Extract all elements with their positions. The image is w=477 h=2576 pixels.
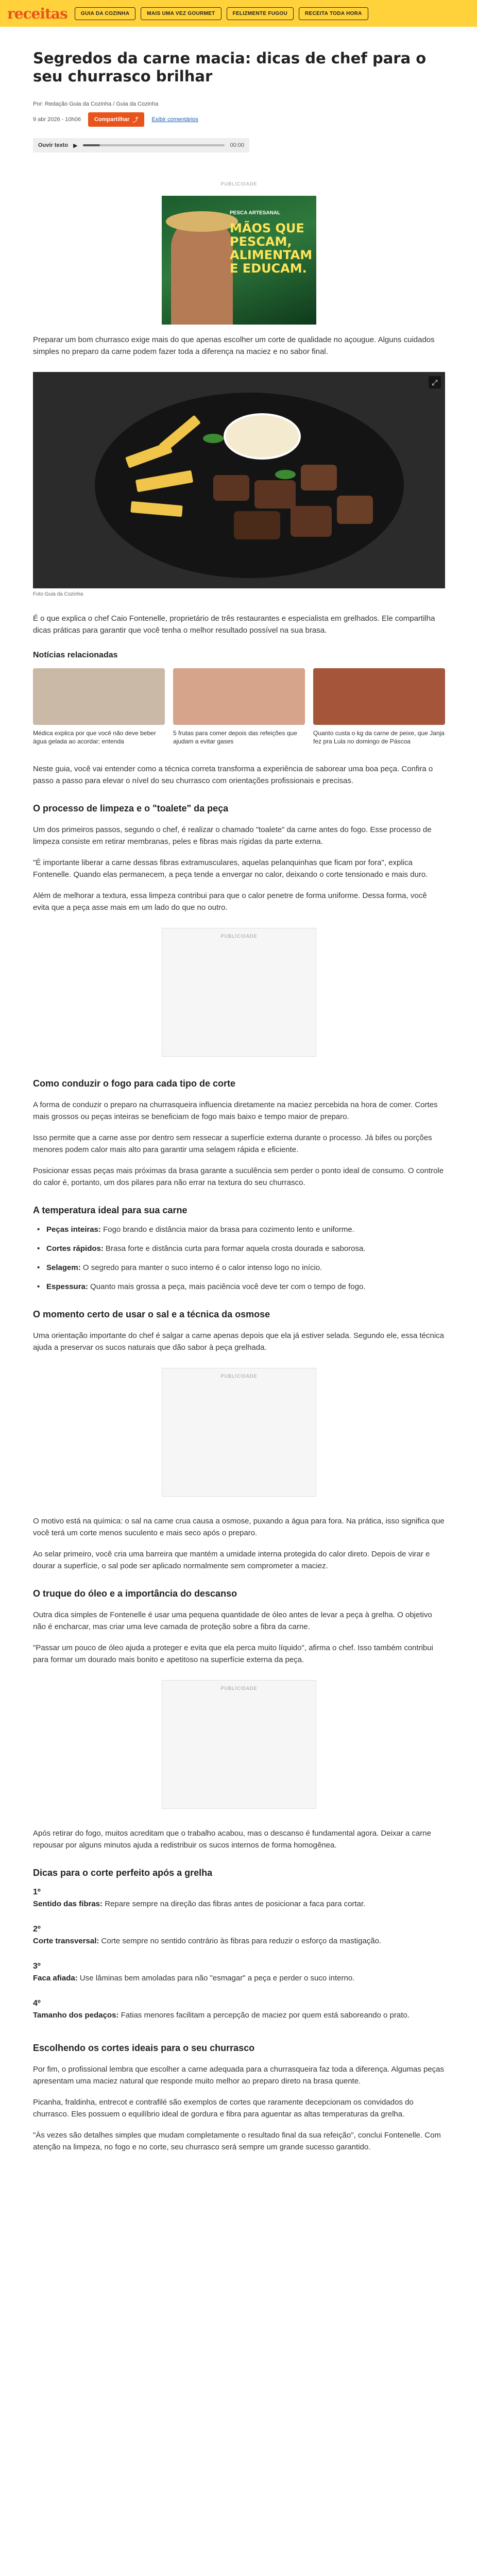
- share-label: Compartilhar: [94, 116, 130, 123]
- list-item: [33, 1243, 445, 1255]
- herb-garnish: [203, 434, 224, 443]
- meat-piece: [337, 496, 373, 524]
- paragraph: O motivo está na química: o sal na carne crua causa a osmose, puxando a água para fora. Na prática, isso significa que você terá um corte menos suculento e mais seco após o preparo.: [33, 1517, 445, 1537]
- ad-slot[interactable]: [162, 1368, 316, 1497]
- step-item: [33, 1923, 445, 1947]
- paragraph: Por fim, o profissional lembra que escolher a carne adequada para a churrasqueira faz toda a diferença. Algumas peças apresentam uma maciez natural que responde muito melhor ao preparo direto na brasa quente.: [33, 2065, 444, 2086]
- ad-label: PUBLICIDADE: [220, 181, 258, 187]
- related-title: Médica explica por que você não deve beber água gelada ao acordar; entenda: [33, 730, 156, 745]
- step-label: Tamanho dos pedaços:: [33, 2011, 119, 2020]
- article-title: Segredos da carne macia: dicas de chef para o seu churrasco brilhar: [33, 49, 427, 85]
- paragraph: Picanha, fraldinha, entrecot e contrafilé são exemplos de cortes que raramente decepcionam os convidados do churrasco. Eles possuem o equilíbrio ideal de gordura e fibra para aguentar as altas temperaturas da grelha.: [33, 2098, 414, 2119]
- paragraph-chef: É o que explica o chef Caio Fontenelle, proprietário de três restaurantes e especialista em grelhados. Ele compartilha dicas práticas para garantir que você tenha o melhor resultado possível na sua brasa.: [33, 614, 435, 635]
- top-nav: [75, 7, 368, 20]
- meat-piece: [291, 506, 332, 537]
- step-number: 2º: [33, 1925, 41, 1934]
- paragraph: Uma orientação importante do chef é salgar a carne apenas depois que ela já estiver selada. Segundo ele, essa técnica ajuda a preservar os sucos naturais que dão sabor à peça grelhada.: [33, 1331, 445, 1352]
- sauce-bowl-image: [224, 413, 301, 460]
- ad-label: PUBLICIDADE: [220, 1374, 258, 1379]
- step-label: Faca afiada:: [33, 1974, 78, 1982]
- herb-garnish: [275, 470, 296, 479]
- meta-row: [33, 112, 445, 127]
- heading-fire: Como conduzir o fogo para cada tipo de corte: [33, 1078, 236, 1089]
- nav-mais-gourmet[interactable]: MAIS UMA VEZ GOURMET: [141, 7, 221, 20]
- ad-label: PUBLICIDADE: [220, 1686, 258, 1691]
- audio-progress-fill: [83, 144, 100, 146]
- related-image: [313, 668, 445, 725]
- audio-time: 00:00: [230, 142, 244, 148]
- tip-text: Fogo brando e distância maior da brasa para cozimento lento e uniforme.: [100, 1225, 354, 1234]
- step-number: 1º: [33, 1888, 41, 1896]
- paragraph: "É importante liberar a carne dessas fibras extramusculares, aquelas pelanquinhas que ficam por fora", explica Fontenelle. Quando elas permanecem, a peça tende a envergar no calor, deixando o corte tensionado e mais duro.: [33, 858, 428, 879]
- related-title: Quanto custa o kg da carne de peixe, que Janja fez pra Lula no domingo de Páscoa: [313, 730, 445, 745]
- comments-link[interactable]: Exibir comentários: [151, 116, 198, 123]
- ad-slot[interactable]: [162, 1680, 316, 1809]
- heading-choose: Escolhendo os cortes ideais para o seu churrasco: [33, 2043, 255, 2053]
- paragraph: Outra dica simples de Fontenelle é usar uma pequena quantidade de óleo antes de levar a peça à grelha. O objetivo não é encharcar, mas criar uma leve camada de proteção sobre a fibra da carne.: [33, 1611, 432, 1631]
- audio-label: Ouvir texto: [38, 142, 69, 148]
- related-title: 5 frutas para comer depois das refeições que ajudam a evitar gases: [173, 730, 297, 745]
- nav-guia-da-cozinha[interactable]: GUIA DA COZINHA: [75, 7, 135, 20]
- paragraph: Posicionar essas peças mais próximas da brasa garante a suculência sem perder o ponto ideal de consumo. O controle do calor é, portanto, um dos pilares para não errar na textura do seu churrasco.: [33, 1166, 444, 1187]
- promo-headline: MÃOS QUE PESCAM, ALIMENTAM E EDUCAM.: [230, 221, 313, 276]
- paragraph-guide: Neste guia, você vai entender como a técnica correta transforma a experiência de saborear uma boa peça. Confira o passo a passo para elevar o nível do seu churrasco com orientações profissionais e precisas.: [33, 765, 433, 785]
- step-text: Repare sempre na direção das fibras antes de posicionar a faca para cortar.: [103, 1900, 366, 1908]
- list-item: [33, 1262, 445, 1274]
- paragraph: "Passar um pouco de óleo ajuda a proteger e evita que ela perca muito líquido", afirma o chef. Isso também contribui para formar um dourado mais bonito e apetitoso na superfície externa da peça.: [33, 1643, 433, 1664]
- heading-oil: O truque do óleo e a importância do descanso: [33, 1588, 237, 1599]
- paragraph: Após retirar do fogo, muitos acreditam que o trabalho acabou, mas o descanso é fundamental agora. Deixar a carne repousar por alguns minutos ajuda a redistribuir os sucos internos de forma homogênea.: [33, 1829, 431, 1850]
- tips-list: [33, 1224, 445, 1293]
- related-image: [33, 668, 165, 725]
- step-label: Corte transversal:: [33, 1937, 99, 1945]
- step-text: Use lâminas bem amoladas para não "esmagar" a peça e perder o suco interno.: [77, 1974, 355, 1982]
- ad-slot[interactable]: [162, 928, 316, 1057]
- expand-icon[interactable]: ⤢: [429, 376, 441, 388]
- step-text: Fatias menores facilitam a percepção de maciez por quem está saboreando o prato.: [118, 2011, 410, 2020]
- publish-date: 9 abr 2026 - 10h06: [33, 116, 81, 123]
- meat-piece: [234, 511, 280, 539]
- promo-person-image: [171, 216, 233, 325]
- step-label: Sentido das fibras:: [33, 1900, 103, 1908]
- paragraph: "Às vezes são detalhes simples que mudam completamente o resultado final da sua refeição", conclui Fontenelle. Com atenção na limpeza, no fogo e no corte, seu churrasco será sempre um grande sucesso garantido.: [33, 2131, 441, 2151]
- related-card[interactable]: [173, 668, 305, 745]
- list-item: [33, 1281, 445, 1293]
- tip-text: O segredo para manter o suco interno é o calor intenso logo no início.: [80, 1263, 322, 1272]
- promo-banner[interactable]: [162, 196, 316, 325]
- meat-piece: [301, 465, 337, 490]
- article: [33, 27, 445, 2153]
- tip-label: Peças inteiras:: [46, 1225, 101, 1234]
- heading-cleaning: O processo de limpeza e o "toalete" da peça: [33, 803, 229, 814]
- related-heading: Notícias relacionadas: [33, 651, 118, 659]
- heading-temperature: A temperatura ideal para sua carne: [33, 1205, 188, 1215]
- paragraph: Um dos primeiros passos, segundo o chef, é realizar o chamado "toalete" da carne antes do fogo. Esse processo de limpeza consiste em retirar membranas, peles e fibras mais rígidas da parte externa.: [33, 825, 432, 846]
- promo-small-text: PESCA ARTESANAL: [230, 210, 281, 216]
- paragraph: Isso permite que a carne asse por dentro sem ressecar a superfície externa durante o processo. Já bifes ou porções menores podem calor mais alto para garantir uma selagem rápida e eficiente.: [33, 1133, 432, 1154]
- ad-label: PUBLICIDADE: [220, 934, 258, 939]
- related-image: [173, 668, 305, 725]
- meat-piece: [213, 475, 249, 501]
- meat-piece: [254, 480, 296, 509]
- nav-felizmente-fugou[interactable]: FELIZMENTE FUGOU: [227, 7, 294, 20]
- heading-salt: O momento certo de usar o sal e a técnica da osmose: [33, 1309, 270, 1319]
- related-card[interactable]: [33, 668, 165, 745]
- nav-receita-toda-hora[interactable]: RECEITA TODA HORA: [299, 7, 368, 20]
- site-logo[interactable]: receitas: [7, 5, 67, 22]
- step-item: [33, 1960, 445, 1984]
- related-news: [33, 668, 445, 745]
- tip-text: Quanto mais grossa a peça, mais paciência você deve ter com o tempo de fogo.: [88, 1282, 366, 1291]
- step-number: 4º: [33, 1999, 41, 2008]
- audio-progress-bar[interactable]: [83, 144, 225, 146]
- photo-caption: Foto Guia da Cozinha: [33, 591, 83, 597]
- list-item: [33, 1224, 445, 1235]
- paragraph: Ao selar primeiro, você cria uma barreira que mantém a umidade interna protegida do calor direto. Depois de virar e dourar a superfície, o sal pode ser aplicado normalmente sem comprometer a maciez.: [33, 1550, 430, 1570]
- step-item: [33, 1997, 445, 2021]
- step-number: 3º: [33, 1962, 41, 1971]
- tip-text: Brasa forte e distância curta para formar aquela crosta dourada e saborosa.: [103, 1244, 366, 1253]
- related-card[interactable]: [313, 668, 445, 745]
- share-button[interactable]: [88, 112, 144, 127]
- share-icon: ⤴: [132, 117, 139, 123]
- tip-label: Selagem:: [46, 1263, 81, 1272]
- heading-cut: Dicas para o corte perfeito após a grelha: [33, 1868, 213, 1878]
- site-header: [0, 0, 477, 27]
- tip-label: Cortes rápidos:: [46, 1244, 104, 1253]
- paragraph: A forma de conduzir o preparo na churrasqueira influencia diretamente na maciez percebida na hora de comer. Cortes mais grossos ou peças inteiras se beneficiam de fogo mais baixo e tempo maior de preparo.: [33, 1100, 438, 1121]
- play-icon[interactable]: ▶: [73, 142, 78, 149]
- paragraph: Além de melhorar a textura, essa limpeza contribui para que o calor penetre de forma uniforme. Dessa forma, você evita que a peça asse mais em um lado do que no outro.: [33, 891, 427, 912]
- audio-player: [33, 138, 249, 152]
- hero-photo[interactable]: [33, 372, 445, 588]
- step-text: Corte sempre no sentido contrário às fibras para reduzir o esforço da mastigação.: [99, 1937, 382, 1945]
- promo-hat-image: [166, 211, 238, 232]
- intro-paragraph: Preparar um bom churrasco exige mais do que apenas escolher um corte de qualidade no açougue. Alguns cuidados simples no preparo da carne podem fazer toda a diferença na maciez e no sabor final.: [33, 335, 435, 356]
- byline: Por: Redação Guia da Cozinha / Guia da Cozinha: [33, 101, 159, 107]
- step-item: [33, 1886, 445, 1910]
- tip-label: Espessura:: [46, 1282, 88, 1291]
